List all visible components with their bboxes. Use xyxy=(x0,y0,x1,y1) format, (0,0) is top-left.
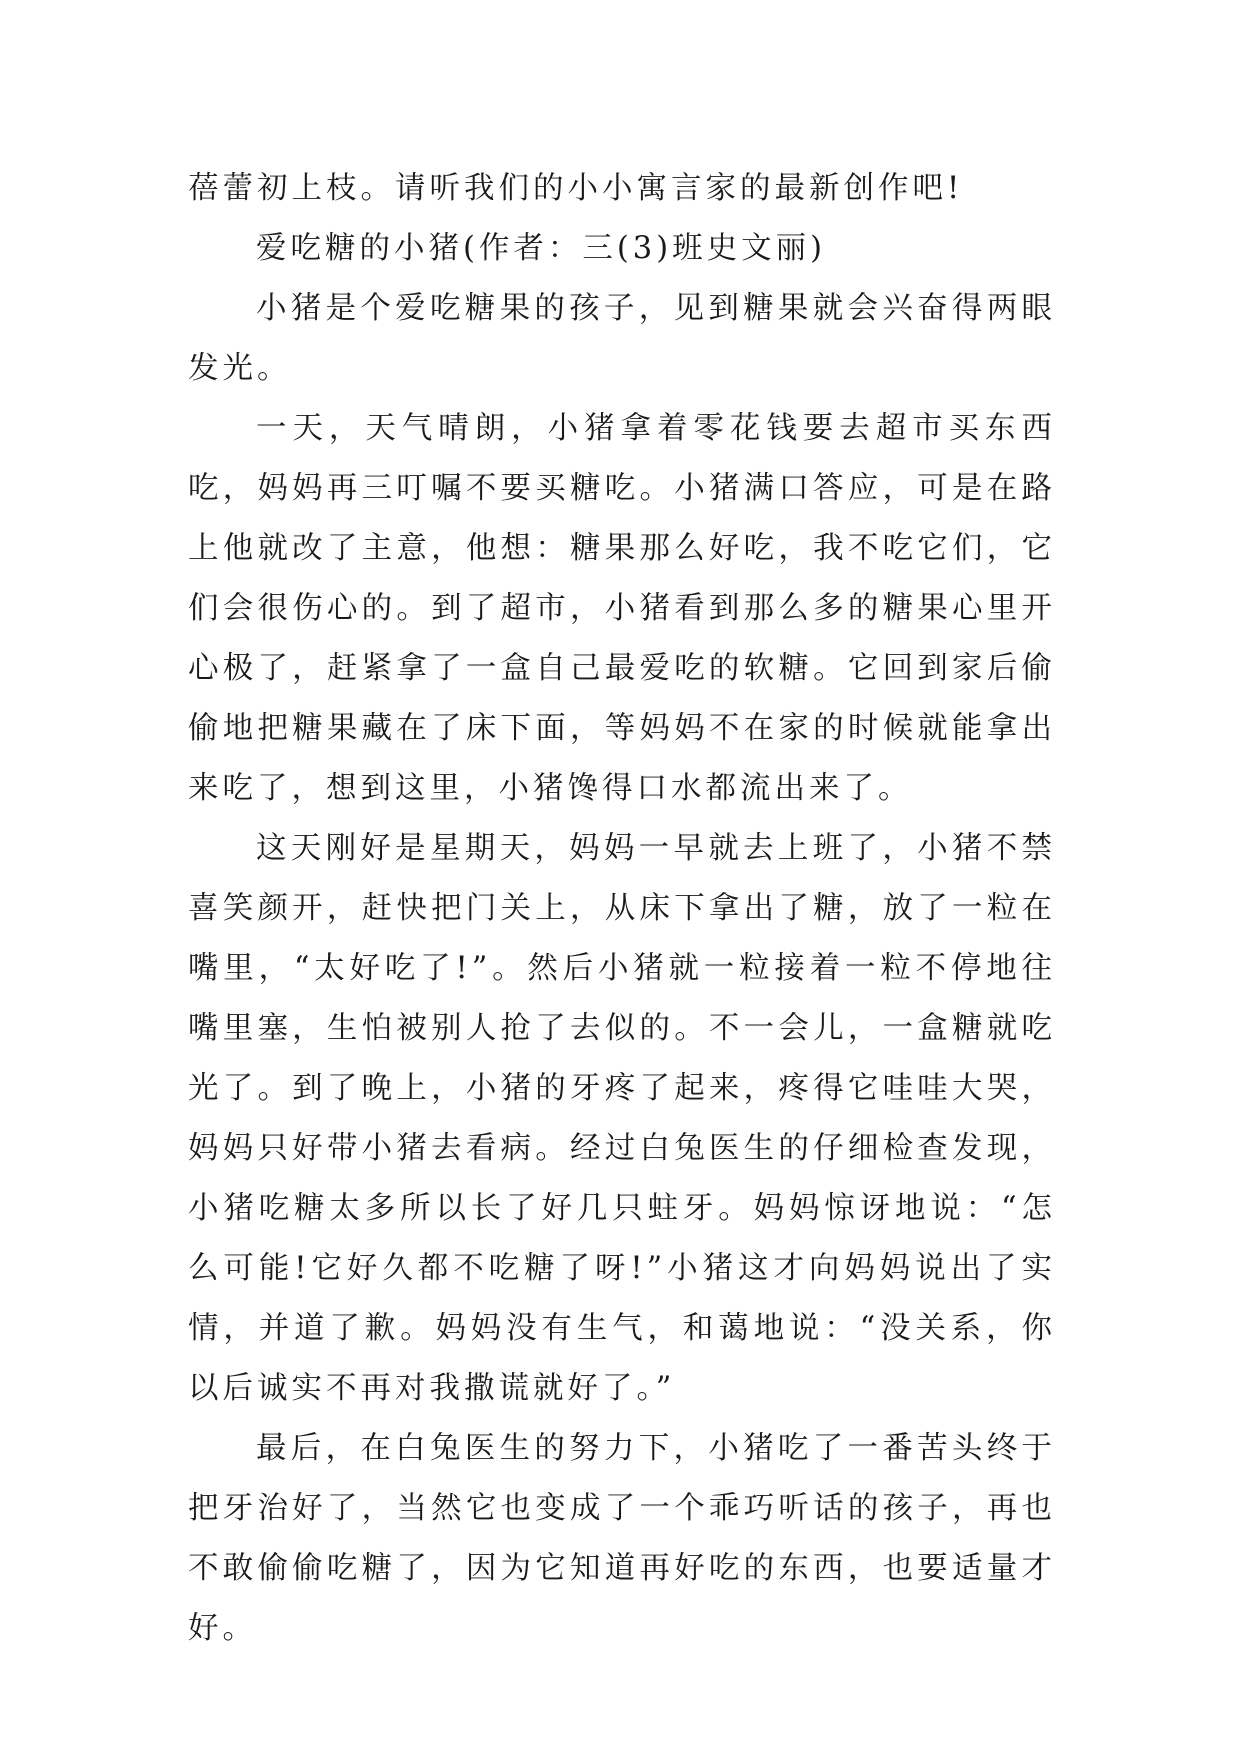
story-title: 爱吃糖的小猪(作者：三(3)班史文丽) xyxy=(256,231,827,266)
paragraph: 最后，在白兔医生的努力下，小猪吃了一番苦头终于把牙治好了，当然它也变成了一个乖巧听话的孩子，再也不敢偷偷吃糖了，因为它知道再好吃的东西，也要适量才好。 xyxy=(188,1431,1056,1646)
paragraph: 小猪是个爱吃糖果的孩子，见到糖果就会兴奋得两眼发光。 xyxy=(188,291,1056,386)
paragraph: 这天刚好是星期天，妈妈一早就去上班了，小猪不禁喜笑颜开，赶快把门关上，从床下拿出了糖，放了一粒在嘴里，“太好吃了!”。然后小猪就一粒接着一粒不停地往嘴里塞，生怕被别人抢了去似的。不一会儿，一盒糖就吃光了。到了晚上，小猪的牙疼了起来，疼得它哇哇大哭，妈妈只好带小猪去看病。经过白兔医生的仔细检查发现，小猪吃糖太多所以长了好几只蛀牙。妈妈惊讶地说：“怎么可能!它好久都不吃糖了呀!”小猪这才向妈妈说出了实情，并道了歉。妈妈没有生气，和蔼地说：“没关系，你以后诚实不再对我撒谎就好了。” xyxy=(188,831,1056,1406)
paragraph-intro-continuation: 蓓蕾初上枝。请听我们的小小寓言家的最新创作吧! xyxy=(188,171,964,206)
paragraph: 一天，天气晴朗，小猪拿着零花钱要去超市买东西吃，妈妈再三叮嘱不要买糖吃。小猪满口答应，可是在路上他就改了主意，他想：糖果那么好吃，我不吃它们，它们会很伤心的。到了超市，小猪看到那么多的糖果心里开心极了，赶紧拿了一盒自己最爱吃的软糖。它回到家后偷偷地把糖果藏在了床下面，等妈妈不在家的时候就能拿出来吃了，想到这里，小猪馋得口水都流出来了。 xyxy=(188,411,1056,806)
document-body xyxy=(188,159,1056,1659)
